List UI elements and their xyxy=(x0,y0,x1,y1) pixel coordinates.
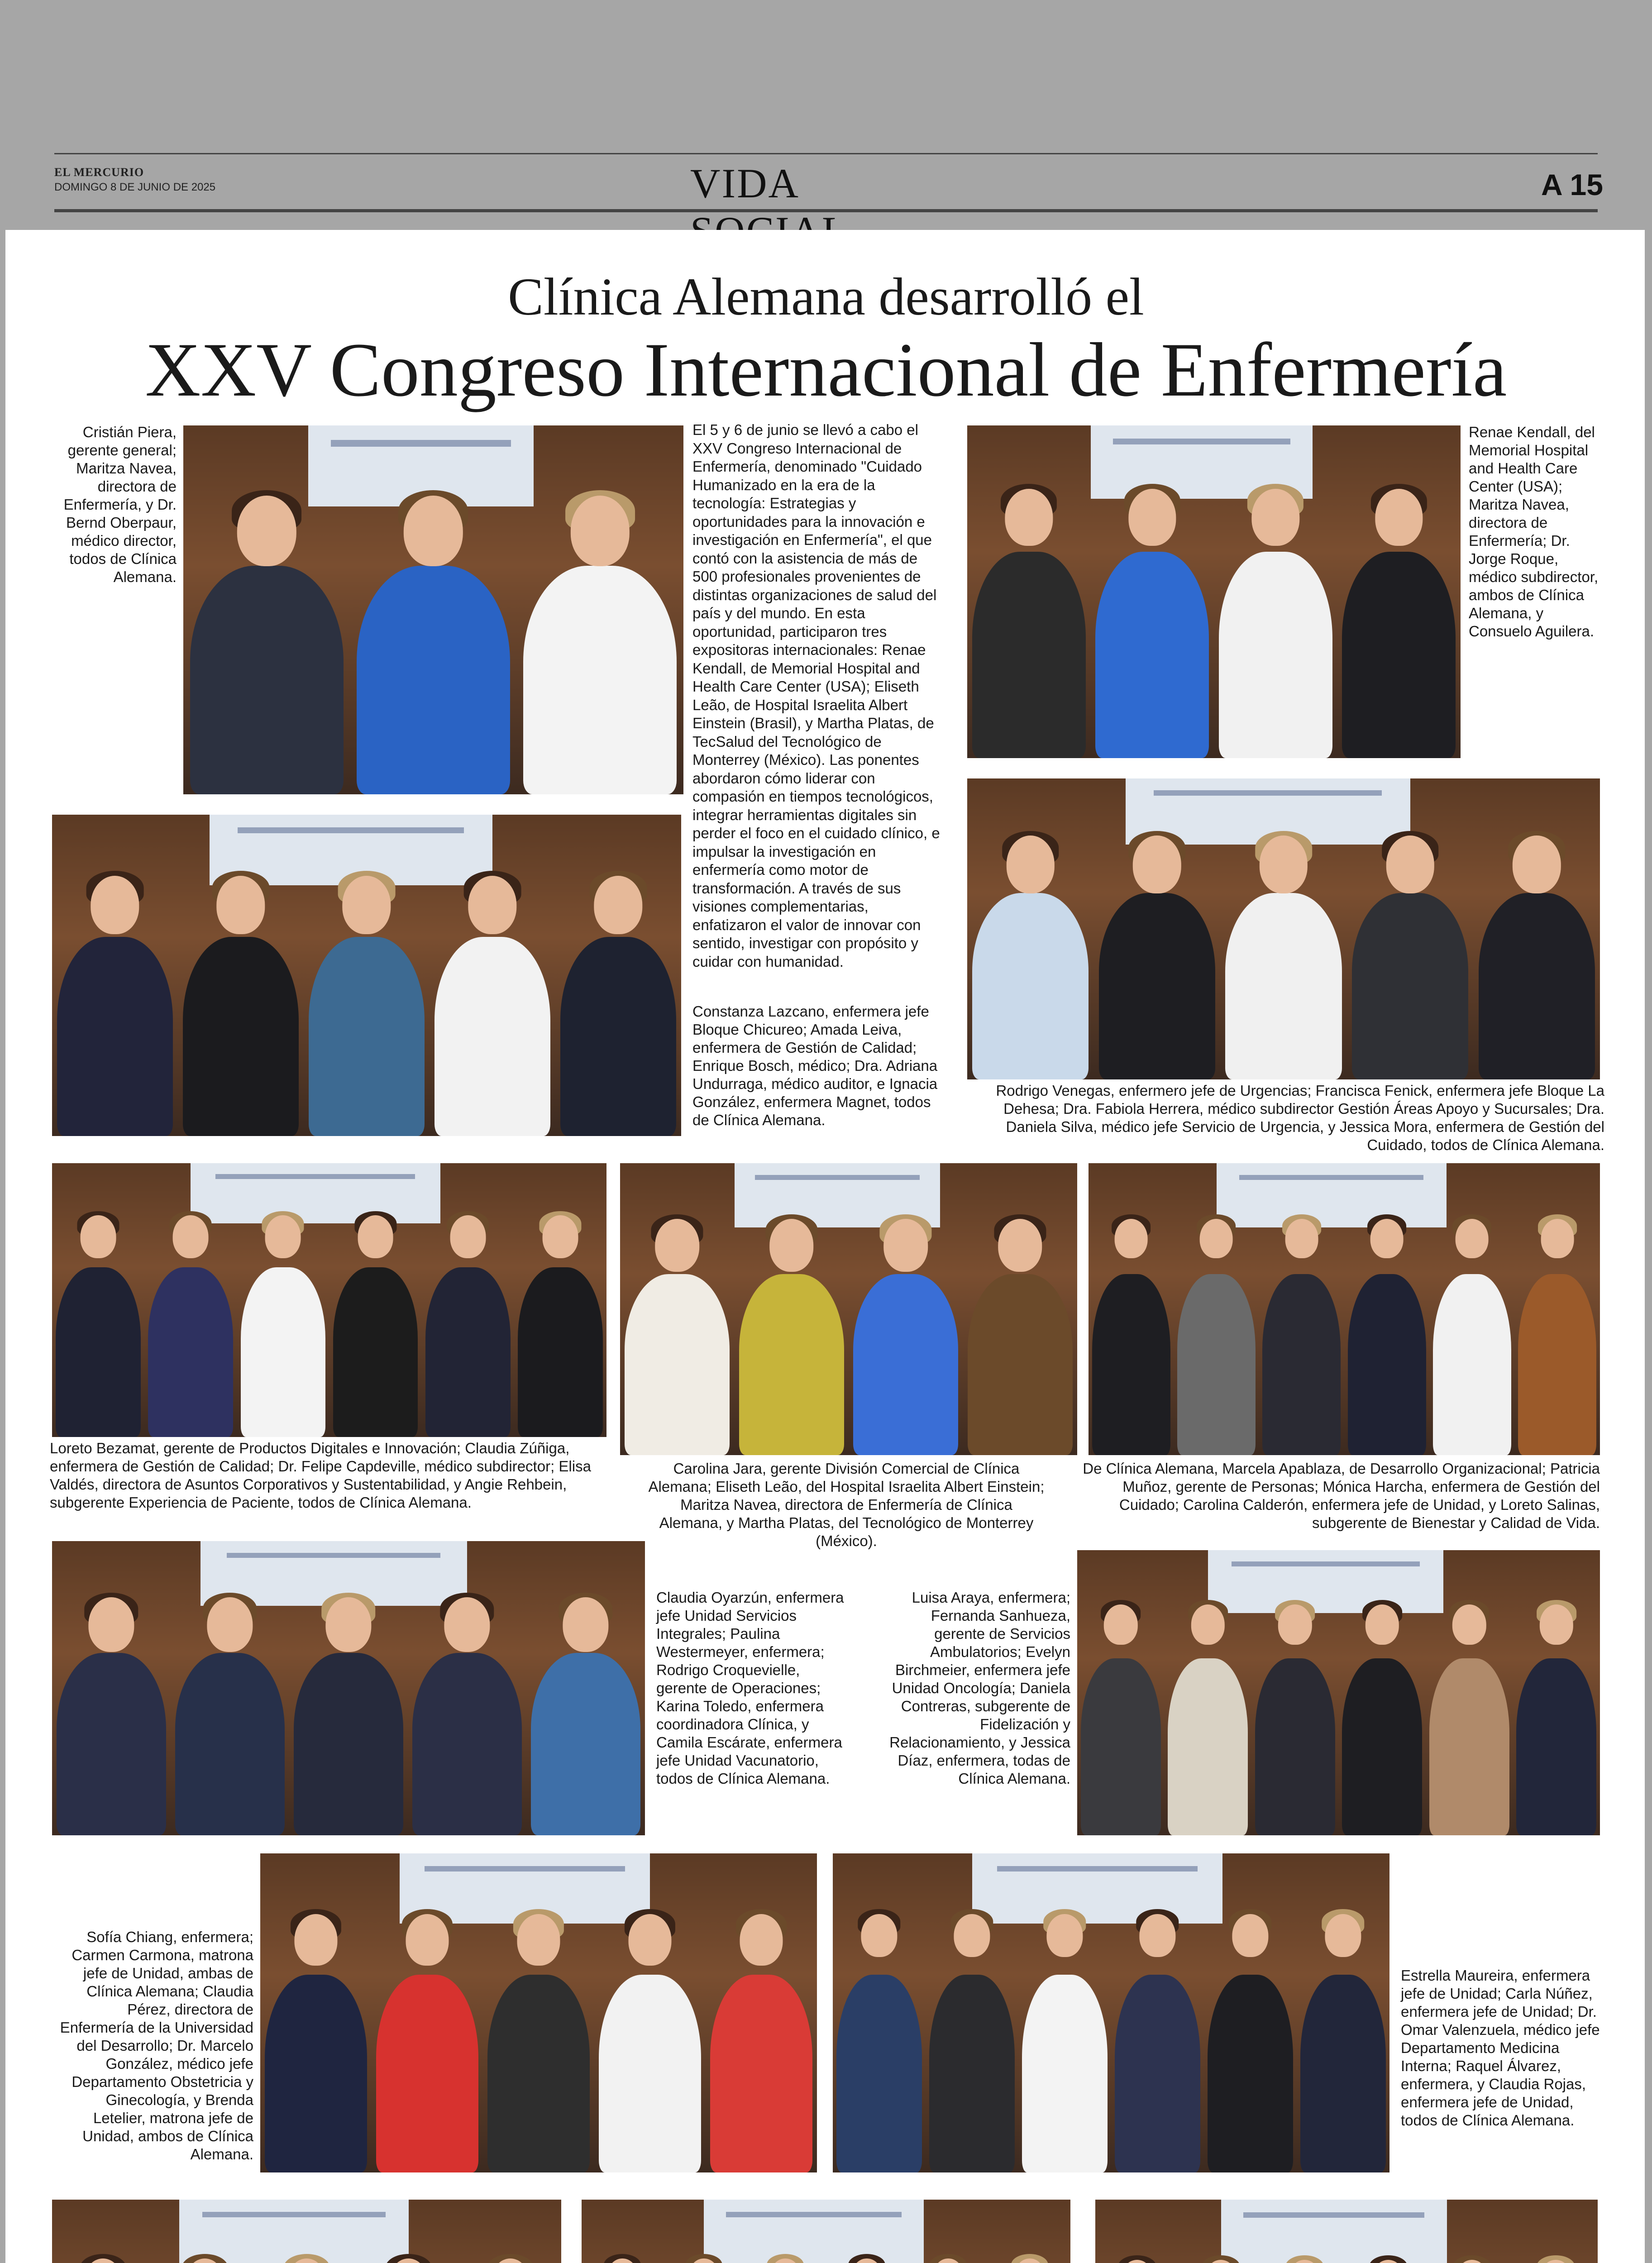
person-figure xyxy=(56,1207,141,1437)
person-figure xyxy=(666,2249,741,2263)
event-photo-1 xyxy=(183,425,683,794)
person-figure xyxy=(1225,826,1342,1079)
person-figure xyxy=(183,866,299,1136)
person-figure xyxy=(1022,1905,1108,2172)
event-photo-7 xyxy=(1089,1163,1600,1455)
header-bottom-rule xyxy=(54,209,1598,212)
event-photo-11 xyxy=(833,1853,1389,2172)
person-figure xyxy=(376,1905,478,2172)
person-figure xyxy=(487,1905,590,2172)
person-figure xyxy=(968,1210,1073,1455)
person-figure xyxy=(1177,1210,1256,1455)
person-figure xyxy=(585,2249,660,2263)
person-figure xyxy=(829,2249,904,2263)
person-figure xyxy=(710,1905,812,2172)
person-figure xyxy=(853,1210,958,1455)
event-photo-9 xyxy=(1077,1550,1600,1835)
page-number: A 15 xyxy=(1541,168,1603,201)
event-photo-14 xyxy=(1095,2200,1598,2263)
person-figure xyxy=(1266,2250,1343,2263)
person-figure xyxy=(1516,1596,1596,1835)
person-figure xyxy=(57,1588,166,1835)
person-figure xyxy=(1352,826,1468,1079)
person-figure xyxy=(739,1210,844,1455)
event-photo-2 xyxy=(967,425,1461,758)
person-figure xyxy=(57,866,173,1136)
caption-photo-2: Renae Kendall, del Memorial Hospital and Health Care Center (USA); Maritza Navea, directora de Enfermería; Dr. Jorge Roque, médico subdirector, ambos de Clínica Alemana, y Consuelo Aguilera. xyxy=(1469,424,1599,640)
person-figure xyxy=(294,1588,403,1835)
headline-kicker: Clínica Alemana desarrolló el xyxy=(508,267,1144,326)
person-figure xyxy=(1182,2250,1259,2263)
person-figure xyxy=(357,484,510,794)
person-figure xyxy=(260,2249,353,2263)
person-figure xyxy=(1168,1596,1248,1835)
person-figure xyxy=(1350,2250,1427,2263)
event-photo-4 xyxy=(967,778,1600,1079)
caption-photo-5: Loreto Bezamat, gerente de Productos Digitales e Innovación; Claudia Zúñiga, enfermera de Gestión de Calidad; Dr. Felipe Capdeville, médico subdirector; Elisa Valdés, directora de Asuntos Corporativos y Sustentabilidad, y Angie Rehbein, subgerente Experiencia de Paciente, todos de Clínica Alemana. xyxy=(50,1440,591,1511)
person-figure xyxy=(1255,1596,1335,1835)
person-figure xyxy=(190,484,344,794)
person-figure xyxy=(1518,1210,1596,1455)
person-figure xyxy=(56,2249,150,2263)
caption-photo-8: Claudia Oyarzún, enfermera jefe Unidad Servicios Integrales; Paulina Westermeyer, enfermera; Rodrigo Croquevielle, gerente de Operaciones; Karina Toledo, enfermera coordinadora Clínica, y Camila Escárate, enfermera jefe Unidad Vacunatorio, todos de Clínica Alemana. xyxy=(656,1589,844,1787)
person-figure xyxy=(309,866,425,1136)
person-figure xyxy=(1342,479,1456,758)
person-figure xyxy=(412,1588,521,1835)
person-figure xyxy=(333,1207,418,1437)
event-photo-5 xyxy=(52,1163,606,1437)
person-figure xyxy=(1098,2250,1175,2263)
person-figure xyxy=(748,2249,823,2263)
person-figure xyxy=(1433,1210,1511,1455)
header-top-rule xyxy=(54,153,1598,154)
person-figure xyxy=(1429,1596,1509,1835)
caption-photo-10: Sofía Chiang, enfermera; Carmen Carmona, matrona jefe de Unidad, ambas de Clínica Alemana; Claudia Pérez, directora de Enfermería de la Universidad del Desarrollo; Dr. Marcelo González, médico jefe Departamento Obstetricia y Ginecología, y Brenda Letelier, matrona jefe de Unidad, ambos de Clínica Alemana. xyxy=(60,1929,253,2163)
person-figure xyxy=(1433,2250,1510,2263)
caption-photo-9: Luisa Araya, enfermera; Fernanda Sanhueza, gerente de Servicios Ambulatorios; Evelyn Birchmeier, enfermera jefe Unidad Oncología; Daniela Contreras, subgerente de Fidelización y Relacionamiento, y Jessica Díaz, enfermera, todas de Clínica Alemana. xyxy=(889,1589,1070,1787)
event-photo-6 xyxy=(620,1163,1077,1455)
person-figure xyxy=(911,2249,986,2263)
person-figure xyxy=(972,479,1086,758)
person-figure xyxy=(992,2249,1067,2263)
caption-photo-1: Cristián Piera, gerente general; Maritza Navea, directora de Enfermería, y Dr. Bernd Oberpaur, médico director, todos de Clínica Alemana. xyxy=(63,424,177,585)
headline-main: XXV Congreso Internacional de Enfermería xyxy=(145,327,1507,412)
article-body: El 5 y 6 de junio se llevó a cabo el XXV Congreso Internacional de Enfermería, denominado "Cuidado Humanizado en la era de la tecnología: Estrategias y oportunidades para la innovación e investigación en Enfermería", el que contó con la asistencia de más de 500 profesionales provenientes de distintas organizaciones de salud del país y del mundo. En esta oportunidad, participaron tres expositoras internacionales: Renae Kendall, de Memorial Hospital and Health Care Center (USA); Eliseth Leão, de Hospital Israelita Albert Einstein (Brasil), y Martha Platas, de TecSalud del Tecnológico de Monterrey (México). Las ponentes abordaron cómo liderar con compasión en tiempos tecnológicos, integrar herramientas digitales sin perder el foco en el cuidado clínico, e impulsar la investigación en enfermería como motor de transformación. A través de sus visiones complementarias, enfatizaron el valor de innovar con sentido, investigar con propósito y cuidar con humanidad. xyxy=(692,421,940,970)
caption-photo-11: Estrella Maureira, enfermera jefe de Unidad; Carla Núñez, enfermera jefe de Unidad; Dr. Omar Valenzuela, médico jefe Departamento Medicina Interna; Raquel Álvarez, enfermera, y Claudia Rojas, enfermera jefe de Unidad, todos de Clínica Alemana. xyxy=(1401,1967,1600,2129)
issue-date: DOMINGO 8 DE JUNIO DE 2025 xyxy=(54,181,216,193)
event-photo-8 xyxy=(52,1541,645,1835)
person-figure xyxy=(241,1207,326,1437)
person-figure xyxy=(265,1905,367,2172)
event-photo-10 xyxy=(260,1853,817,2172)
person-figure xyxy=(1479,826,1595,1079)
caption-photo-3: Constanza Lazcano, enfermera jefe Bloque Chicureo; Amada Leiva, enfermera de Gestión de Calidad; Enrique Bosch, médico; Dra. Adriana Undurraga, médico auditor, e Ignacia González, enfermera Magnet, todos de Clínica Alemana. xyxy=(692,1003,938,1128)
person-figure xyxy=(434,866,550,1136)
person-figure xyxy=(175,1588,284,1835)
event-photo-13 xyxy=(582,2200,1070,2263)
person-figure xyxy=(362,2249,455,2263)
caption-photo-4: Rodrigo Venegas, enfermero jefe de Urgencias; Francisca Fenick, enfermera jefe Bloque La Dehesa; Dra. Fabiola Herrera, médico subdirector Gestión Áreas Apoyo y Sucursales; Dra. Daniela Silva, médico jefe Servicio de Urgencia, y Jessica Mora, enfermera de Gestión del Cuidado, todos de Clínica Alemana. xyxy=(996,1082,1604,1153)
person-figure xyxy=(1081,1596,1161,1835)
person-figure xyxy=(523,484,677,794)
person-figure xyxy=(1262,1210,1341,1455)
person-figure xyxy=(1517,2250,1594,2263)
person-figure xyxy=(1099,826,1215,1079)
person-figure xyxy=(929,1905,1015,2172)
person-figure xyxy=(1208,1905,1293,2172)
person-figure xyxy=(625,1210,730,1455)
person-figure xyxy=(1300,1905,1386,2172)
person-figure xyxy=(1219,479,1332,758)
person-figure xyxy=(1348,1210,1426,1455)
event-photo-3 xyxy=(52,815,681,1136)
person-figure xyxy=(463,2249,557,2263)
person-figure xyxy=(1342,1596,1422,1835)
person-figure xyxy=(599,1905,701,2172)
person-figure xyxy=(518,1207,603,1437)
caption-photo-7: De Clínica Alemana, Marcela Apablaza, de Desarrollo Organizacional; Patricia Muñoz, gerente de Personas; Mónica Harcha, enfermera de Gestión del Cuidado; Carolina Calderón, enfermera jefe de Unidad, y Loreto Salinas, subgerente de Bienestar y Calidad de Vida. xyxy=(1083,1460,1600,1531)
person-figure xyxy=(531,1588,640,1835)
person-figure xyxy=(1092,1210,1170,1455)
person-figure xyxy=(1095,479,1209,758)
newspaper-brand: EL MERCURIO xyxy=(54,166,144,179)
person-figure xyxy=(560,866,676,1136)
person-figure xyxy=(148,1207,233,1437)
caption-photo-6: Carolina Jara, gerente División Comercial de Clínica Alemana; Eliseth Leão, del Hospital Israelita Albert Einstein; Maritza Navea, directora de Enfermería de Clínica Alemana, y Martha Platas, del Tecnológico de Monterrey (México). xyxy=(648,1460,1045,1549)
person-figure xyxy=(836,1905,922,2172)
section-title: VIDA xyxy=(690,160,797,206)
person-figure xyxy=(972,826,1089,1079)
person-figure xyxy=(425,1207,511,1437)
event-photo-12 xyxy=(52,2200,561,2263)
person-figure xyxy=(158,2249,252,2263)
person-figure xyxy=(1115,1905,1200,2172)
